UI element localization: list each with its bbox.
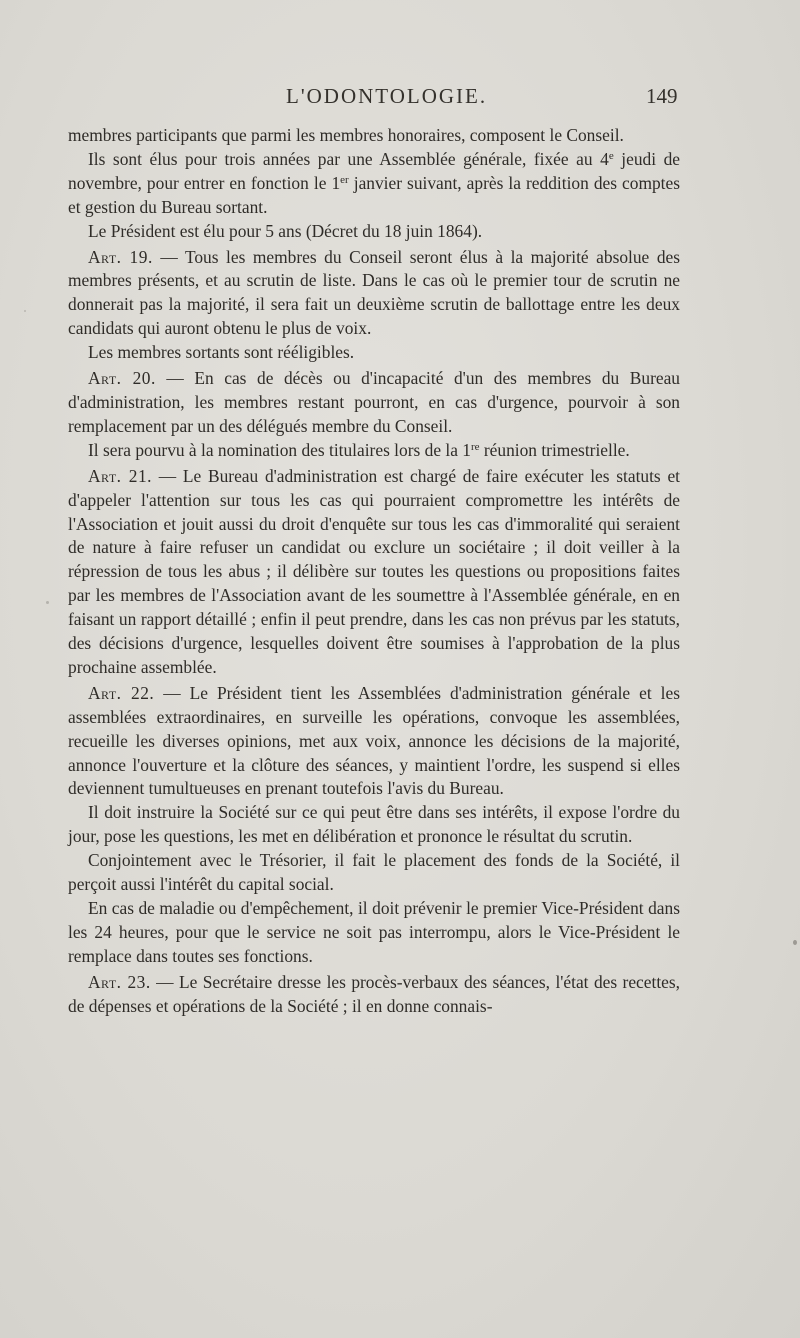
page-body bbox=[68, 124, 680, 1019]
article-text: — Le Secrétaire dresse les procès-verbaux des séances, l'état des recettes, de dépenses et opérations de la Société ; il en donne connais- bbox=[68, 971, 680, 1016]
paragraph-text: membres participants que parmi les membres honoraires, composent le Conseil. bbox=[68, 125, 624, 145]
paragraph-text: réunion trimestrielle. bbox=[479, 439, 630, 460]
page-header bbox=[0, 84, 800, 114]
paragraph-text: janvier suivant, après la reddition des comptes et gestion du Bureau sortant. bbox=[68, 172, 680, 217]
article-22 bbox=[68, 682, 680, 802]
article-20 bbox=[68, 367, 680, 439]
article-text: — Le Président tient les Assemblées d'administration générale et les assemblées extraordinaires, en surveille les opérations, convoque les assemblées, recueille les diverses opinions, met aux voix, annonce les décisions de la majorité, annonce l'ouverture et la clôture des séances, y maintient l'ordre, les suspend si elles deviennent tumultueuses en prenant toutefois l'avis du Bureau. bbox=[68, 682, 680, 799]
article-label: Art. 22. bbox=[88, 682, 155, 703]
paragraph-text: Il doit instruire la Société sur ce qui peut être dans ses intérêts, il expose l'ordre du jour, pose les questions, les met en délibération et prononce le résultat du scrutin. bbox=[68, 802, 680, 847]
paragraph-text: En cas de maladie ou d'empêchement, il doit prévenir le premier Vice-Président dans les 24 heures, pour que le service ne soit pas interrompu, alors le Vice-Président le remplace dans toutes ses fonctions. bbox=[68, 898, 680, 966]
paragraph bbox=[68, 439, 680, 463]
paper-speck bbox=[24, 310, 26, 312]
paragraph bbox=[68, 897, 680, 969]
paragraph bbox=[68, 124, 680, 148]
article-text: — Le Bureau d'administration est chargé de faire exécuter les statuts et d'appeler l'attention sur tous les cas qui pourraient compromettre les intérêts de l'Association et jouit aussi du droit d'enquête sur tous les cas d'immoralité qui seraient de nature à faire refuser un candidat ou exclure un sociétaire ; il doit veiller à la répression de tous les abus ; il délibère sur toutes les questions ou propositions faites par les membres de l'Association avant de les soumettre à l'Assemblée générale, en en faisant un rapport détaillé ; enfin il peut prendre, dans les cas non prévus par les statuts, des décisions d'urgence, lesquelles doivent être soumises à l'approbation de la plus prochaine assemblée. bbox=[68, 465, 681, 677]
article-text: — En cas de décès ou d'incapacité d'un des membres du Bureau d'administration, les membres restant pourront, en cas d'urgence, pourvoir à son remplacement par un des délégués membre du Conseil. bbox=[68, 368, 680, 436]
paragraph bbox=[68, 148, 680, 220]
article-text: — Tous les membres du Conseil seront élus à la majorité absolue des membres présents, et au scrutin de liste. Dans le cas où le premier tour de scrutin ne donnerait pas la majorité, il sera fait un deuxième scrutin de ballottage entre les deux candidats qui auront obtenu le plus de voix. bbox=[68, 246, 680, 339]
paragraph-text: Conjointement avec le Trésorier, il fait le placement des fonds de la Société, il perçoit aussi l'intérêt du capital social. bbox=[68, 850, 680, 895]
paragraph-text: Il sera pourvu à la nomination des titulaires lors de la 1 bbox=[88, 439, 471, 460]
article-label: Art. 20. bbox=[88, 368, 156, 389]
article-label: Art. 19. bbox=[88, 246, 153, 267]
page-number: 149 bbox=[646, 84, 678, 108]
paragraph-text: Le Président est élu pour 5 ans (Décret du 18 juin 1864). bbox=[88, 220, 483, 241]
paragraph-text: Ils sont élus pour trois années par une Assemblée générale, fixée au 4 bbox=[88, 148, 609, 169]
superscript: re bbox=[470, 440, 480, 453]
article-21 bbox=[68, 465, 680, 680]
paragraph bbox=[68, 341, 680, 365]
paragraph bbox=[68, 801, 680, 849]
article-label: Art. 21. bbox=[88, 465, 153, 486]
article-label: Art. 23. bbox=[88, 971, 151, 992]
paper-speck bbox=[46, 601, 49, 604]
running-title: L'ODONTOLOGIE. bbox=[286, 84, 488, 108]
article-23 bbox=[68, 971, 680, 1019]
paper-speck bbox=[793, 940, 797, 945]
superscript: er bbox=[340, 173, 349, 186]
paragraph bbox=[68, 849, 680, 897]
article-19 bbox=[68, 246, 680, 342]
paragraph bbox=[68, 220, 680, 244]
paragraph-text: Les membres sortants sont rééligibles. bbox=[88, 342, 355, 363]
paragraph-text: jeudi de novembre, pour entrer en fonction le 1 bbox=[68, 148, 680, 193]
superscript: e bbox=[608, 149, 614, 162]
